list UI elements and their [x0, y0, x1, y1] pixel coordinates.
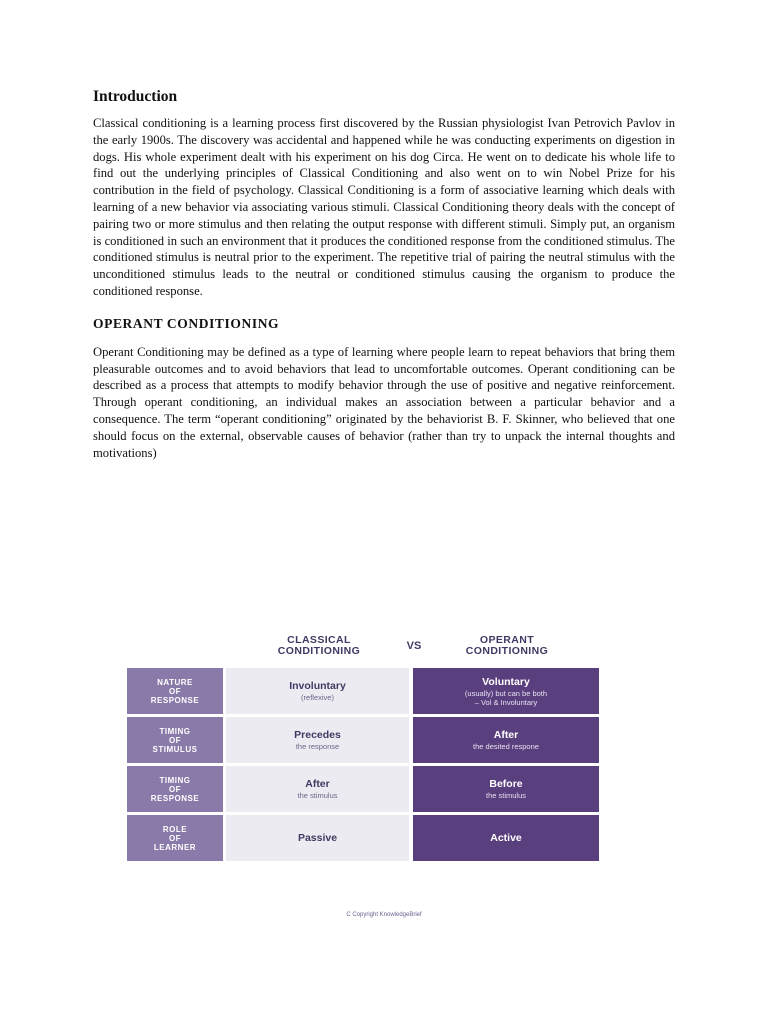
row-label-line-2: OF: [168, 784, 182, 794]
comparison-row-nature-of-response: [127, 668, 599, 714]
classical-cell: [226, 815, 409, 861]
row-label-line-2: OF: [168, 686, 182, 696]
row-label-line-1: ROLE: [162, 824, 188, 834]
classical-title-line-2: CONDITIONING: [277, 645, 361, 657]
row-label: [127, 717, 223, 763]
row-label: [127, 766, 223, 812]
classical-sub-text: the stimulus: [297, 791, 338, 800]
operant-sub-text-1: the stimulus: [485, 791, 527, 800]
classical-cell: [226, 717, 409, 763]
classical-main-text: After: [305, 778, 330, 790]
row-label-line-1: TIMING: [159, 726, 191, 736]
copyright-note: C Copyright KnowledgeBrief: [346, 912, 422, 918]
operant-main-text: Voluntary: [482, 675, 530, 688]
row-label-line-3: STIMULUS: [152, 744, 198, 754]
row-label-line-3: LEARNER: [153, 842, 197, 852]
row-label-line-3: RESPONSE: [150, 793, 200, 803]
row-label-line-1: TIMING: [159, 775, 191, 785]
row-label-line-3: RESPONSE: [150, 695, 200, 705]
row-label: [127, 815, 223, 861]
operant-main-text: Active: [490, 832, 522, 844]
classical-title-line-1: CLASSICAL: [287, 634, 351, 646]
classical-main-text: Passive: [297, 832, 338, 844]
vs-label: VS: [406, 640, 422, 652]
operant-column-title: [432, 635, 582, 657]
operant-cell: [413, 766, 599, 812]
operant-cell: [413, 668, 599, 714]
row-label: [127, 668, 223, 714]
operant-title-line-2: CONDITIONING: [465, 645, 549, 657]
operant-main-text: After: [493, 729, 519, 741]
intro-heading: Introduction: [93, 88, 178, 105]
comparison-row-timing-of-response: [127, 766, 599, 812]
classical-cell: [226, 668, 409, 714]
row-label-line-2: OF: [168, 735, 182, 745]
classical-sub-text: the response: [295, 742, 340, 751]
comparison-row-timing-of-stimulus: [127, 717, 599, 763]
classical-sub-text: (reflexive): [301, 693, 334, 702]
operant-sub-text-2: – Vol & Involuntary: [474, 697, 538, 707]
classical-main-text: Involuntary: [289, 680, 346, 692]
operant-title-line-1: OPERANT: [479, 634, 535, 646]
classical-column-title: [244, 635, 394, 657]
operant-sub-text-1: (usually) but can be both: [464, 688, 548, 698]
operant-sub-text-1: the desited respone: [473, 742, 539, 751]
document-body: [93, 88, 675, 461]
operant-cell: [413, 815, 599, 861]
operant-paragraph: Operant Conditioning may be defined as a type of learning where people learn to repeat behaviors that bring them pleasurable outcomes and to avoid behaviors that lead to uncomfortable outcomes. Operant conditioning can be described as a process that attempts to modify behavior through the use of positive and negative reinforcement. Through operant conditioning, an individual makes an association between a particular behavior and a consequence. The term “operant conditioning” originated by the behaviorist B. F. Skinner, who believed that one should focus on the external, observable causes of behavior (rather than try to unpack the internal thoughts and motivations): [93, 344, 675, 460]
operant-cell: [413, 717, 599, 763]
comparison-infographic: [127, 632, 599, 864]
classical-main-text: Precedes: [294, 729, 341, 741]
infographic-header: [127, 632, 599, 668]
intro-paragraph: Classical conditioning is a learning process first discovered by the Russian physiologist Ivan Petrovich Pavlov in the early 1900s. The discovery was accidental and happened while he was conducting experiments on digestion in dogs. His whole experiment dealt with his experiment on his dog Circa. He went on to dedicate his whole life to find out the underlying principles of Classical Conditioning and also went on to win Nobel Prize for his contribution in the field of psychology. Classical Conditioning is a form of associative learning which deals with learning of a new behavior via associating various stimuli. Classical Conditioning theory deals with the concept of pairing two or more stimulus and then relating the output response with different stimuli. Simply put, an organism is conditioned in such an environment that it produces the conditioned response from the conditioned stimulus. The conditioned stimulus is neutral prior to the experiment. The repetitive trial of pairing the neutral stimulus with the unconditioned stimulus leads to the neutral or conditioned stimulus causing the organism to produce the conditioned response.: [93, 116, 675, 298]
row-label-line-2: OF: [168, 833, 182, 843]
comparison-row-role-of-learner: [127, 815, 599, 861]
classical-cell: [226, 766, 409, 812]
operant-main-text: Before: [489, 778, 523, 790]
row-label-line-1: NATURE: [157, 677, 193, 687]
operant-heading: OPERANT CONDITIONING: [93, 315, 280, 331]
